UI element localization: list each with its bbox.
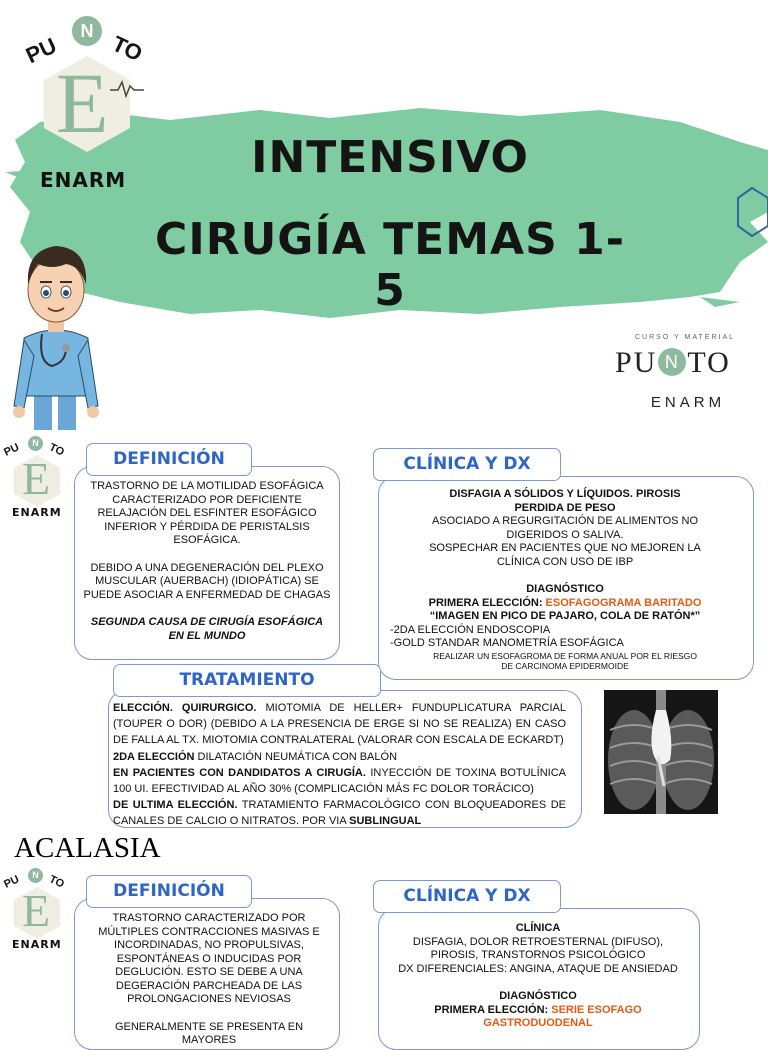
logo-large (21, 14, 154, 194)
logo-letter: E (56, 55, 109, 151)
clinica-1-dx-title: DIAGNÓSTICO (526, 583, 604, 595)
tratamiento-a-bold: ELECCIÓN. QUIRURGICO. (113, 702, 257, 714)
tratamiento-b (113, 749, 566, 765)
xray-image (604, 690, 718, 814)
logo-small-2-letter: E (22, 885, 51, 936)
logo-n-circle: N (72, 16, 102, 46)
logo-small-2-enarm: ENARM (12, 938, 62, 951)
clinica-2-dx-title: DIAGNÓSTICO (499, 990, 577, 1002)
clinica-1-dx1-prefix: PRIMERA ELECCIÓN: (428, 596, 543, 609)
clinica-label-1: CLÍNICA Y DX (373, 448, 561, 481)
clinica-2-l3: DX DIFERENCIALES: ANGINA, ATAQUE DE ANSIEDAD (398, 962, 678, 975)
logo-small-1-arc-left: PU (2, 441, 22, 459)
clinica-1-dx3: -GOLD STANDAR MANOMETRÍA ESOFÁGICA (390, 637, 624, 649)
tratamiento-d (113, 797, 566, 829)
heartbeat-icon (110, 78, 144, 100)
tratamiento-a (113, 700, 566, 749)
logo-small-2-arc-left: PU (2, 873, 22, 891)
definicion-1-p3: SEGUNDA CAUSA DE CIRUGÍA ESOFÁGICA EN EL MUNDO (90, 616, 324, 642)
definicion-label-1: DEFINICIÓN (86, 443, 252, 476)
logo-enarm: ENARM (40, 168, 127, 192)
logo-small-1-enarm: ENARM (12, 506, 62, 519)
tratamiento-b-text: DILATACIÓN NEUMÁTICA CON BALÓN (194, 750, 398, 763)
logo-small-1-letter: E (22, 453, 51, 504)
definicion-1-p1: TRASTORNO DE LA MOTILIDAD ESOFÁGICA CARACTERIZADO POR DEFICIENTE RELAJACIÓN DEL ESFINTER ESOFÁGICO INFERIOR Y PÉRDIDA DE PERISTALSIS ESOFÁGICA. (90, 480, 324, 546)
clinica-1-dx1-value: ESOFAGOGRAMA BARITADO (545, 596, 702, 609)
logo-small-1-arc-right: TO (47, 441, 66, 459)
clinica-2-l2: PIROSIS, TRANSTORNOS PSICOLÓGICO (430, 949, 646, 961)
clinica-text-1 (386, 488, 744, 671)
logo-small-2 (4, 868, 70, 958)
tratamiento-text (113, 700, 566, 830)
clinica-1-l1: DISFAGIA A SÓLIDOS Y LÍQUIDOS. PIROSIS (449, 488, 681, 500)
tratamiento-d-bold: DE ULTIMA ELECCIÓN. (113, 799, 238, 812)
acalasia-heading: ACALASIA (14, 832, 161, 864)
brand-tagline: CURSO Y MATERIAL (634, 334, 736, 341)
tratamiento-label: TRATAMIENTO (113, 664, 381, 697)
brand-n-circle: N (658, 348, 686, 376)
logo-arc-left: PU (21, 32, 61, 69)
definicion-2-p2: GENERALMENTE SE PRESENTA EN MAYORES (114, 1020, 304, 1046)
brand-punto-left: PU (615, 346, 658, 379)
tratamiento-d-end: SUBLINGUAL (349, 815, 422, 828)
clinica-label-2: CLÍNICA Y DX (373, 880, 561, 913)
brand-enarm: ENARM (650, 394, 726, 411)
clinica-2-l1: DISFAGIA, DOLOR RETROESTERNAL (DIFUSO), (412, 935, 664, 948)
tratamiento-b-bold: 2DA ELECCIÓN (113, 750, 195, 763)
tratamiento-c-bold: EN PACIENTES CON DANDIDATOS A CIRUGÍA. (113, 766, 366, 779)
brand-punto (615, 346, 755, 380)
definicion-2-p1: TRASTORNO CARACTERIZADO POR MÚLTIPLES CONTRACCIONES MASIVAS E INCORDINADAS, NO PROPULSIVAS, ESPONTÁNEAS O INDUCIDAS POR DEGLUCIÓN. ESTO SE DEBE A UNA DEGERACIÓN PARCHEADA DE LAS PROLONGACIONES NEVIOSAS (98, 912, 320, 1005)
clinica-2-dx1-value: SERIE ESOFAGO GASTRODUODENAL (483, 1003, 642, 1029)
banner-title-line1: INTENSIVO (251, 132, 529, 183)
tratamiento-a-text: MIOTOMIA DE HELLER+ FUNDUPLICATURA PARCIAL (TOUPER O DOR) (DEBIDO A LA PRESENCIA DE ERGE SI NO SE REALIZA) EN CASO DE FALLA AL TX. MIOTOMIA CONTRALATERAL (VALORAR CON ESCALA DE ECKARDT) (113, 702, 566, 747)
clinica-2-title: CLÍNICA (515, 922, 561, 934)
logo-small-2-n: N (28, 868, 43, 883)
tratamiento-d-text: TRATAMIENTO FARMACOLÓGICO CON BLOQUEADORES DE CANALES DE CALCIO O NITRATOS. POR VIA (113, 799, 566, 828)
logo-small-2-arc-right: TO (47, 873, 66, 891)
banner-title-line2: CIRUGÍA TEMAS 1-5 (155, 214, 625, 316)
clinica-2-dx1-prefix: PRIMERA ELECCIÓN: (434, 1003, 549, 1016)
definicion-text-1 (82, 480, 332, 643)
clinica-1-dx2: -2DA ELECCIÓN ENDOSCOPIA (390, 623, 551, 636)
clinica-1-l2: PERDIDA DE PESO (514, 501, 616, 514)
clinica-text-2 (388, 922, 688, 1031)
clinica-1-l4: SOSPECHAR EN PACIENTES QUE NO MEJOREN LA CLÍNICA CON USO DE IBP (429, 542, 701, 568)
tratamiento-c-text: INYECCIÓN DE TOXINA BOTULÍNICA 100 UI. EFECTIVIDAD AL AÑO 30% (COMPLICACIÓN MÁS FC DOLOR TORÁCICO) (113, 766, 566, 796)
logo-small-1-n: N (28, 436, 43, 451)
clinica-1-dx1-quote: “IMAGEN EN PICO DE PAJARO, COLA DE RATÓN*” (429, 610, 701, 622)
clinica-2-dx1 (388, 1004, 688, 1031)
hexagon-outline-icon (736, 186, 768, 244)
definicion-label-2: DEFINICIÓN (86, 875, 252, 908)
logo-arc-right: TO (108, 30, 147, 67)
logo-small-1 (4, 436, 70, 526)
doctor-avatar (8, 236, 104, 434)
clinica-1-dx1 (386, 597, 744, 611)
clinica-1-l3: ASOCIADO A REGURGITACIÓN DE ALIMENTOS NO DIGERIDOS O SALIVA. (431, 515, 699, 541)
definicion-1-p2: DEBIDO A UNA DEGENERACIÓN DEL PLEXO MUSCULAR (AUERBACH) (IDIOPÁTICA) SE PUEDE ASOCIAR A ENFERMEDAD DE CHAGAS (83, 561, 331, 601)
clinica-1-note: REALIZAR UN ESOFAGROMA DE FORMA ANUAL POR EL RIESGO DE CARCINOMA EPIDERMOIDE (433, 650, 697, 671)
definicion-text-2 (96, 912, 322, 1048)
tratamiento-c (113, 765, 566, 797)
brand-punto-right: TO (687, 346, 731, 379)
